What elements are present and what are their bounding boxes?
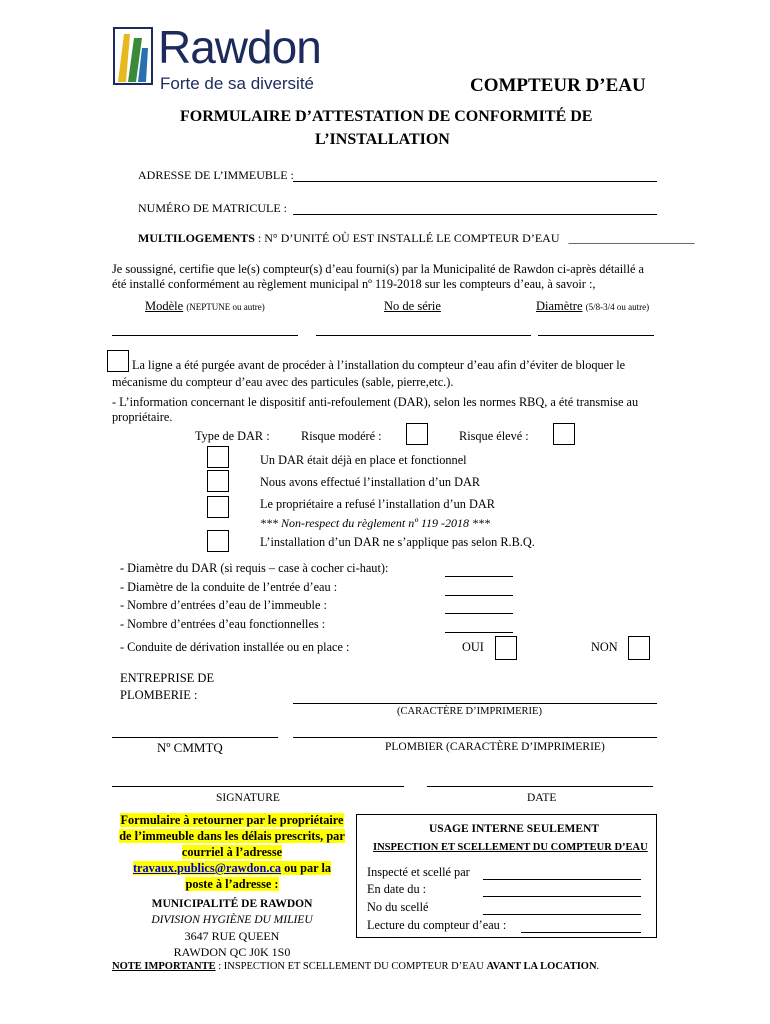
detail-5: - Conduite de dérivation installée ou en place : (120, 640, 350, 654)
internal-subtitle: INSPECTION ET SCELLEMENT DU COMPTEUR D’EAU (373, 842, 648, 853)
detail-3: - Nombre d’entrées d’eau de l’immeuble : (120, 598, 327, 612)
detail-2: - Diamètre de la conduite de l’entrée d’eau : (120, 580, 338, 594)
purge-line-2: mécanisme du compteur d’eau avec des particules (sable, pierre,etc.). (112, 375, 454, 389)
multilogements-row (138, 231, 695, 246)
municipality-street: 3647 RUE QUEEN (184, 929, 280, 943)
risk-moderate-label: Risque modéré : (301, 429, 382, 443)
risk-moderate-checkbox[interactable] (406, 423, 428, 445)
risk-high-checkbox[interactable] (553, 423, 575, 445)
matricule-field[interactable] (293, 214, 657, 215)
return-note-line-4: ou par la (281, 861, 332, 875)
dar-info-line-2: propriétaire. (112, 410, 173, 424)
serie-field[interactable] (316, 335, 531, 336)
municipality-address (112, 896, 352, 960)
diametre-field[interactable] (538, 335, 654, 336)
footer-label: NOTE IMPORTANTE (112, 961, 216, 972)
rawdon-emblem-icon (112, 26, 154, 86)
cmmtq-label: Nº CMMTQ (157, 740, 223, 755)
serie-header: No de série (384, 299, 441, 313)
form-subtitle-1: FORMULAIRE D’ATTESTATION DE CONFORMITÉ DE (180, 108, 593, 125)
date-inspection-field[interactable] (483, 896, 641, 897)
footer-end: . (596, 961, 600, 972)
dar-option-3-note: *** Non-respect du règlement nº 119 -2018 *** (260, 516, 491, 530)
logo-tagline: Forte de sa diversité (160, 74, 315, 93)
scelle-label: No du scellé (367, 900, 429, 914)
oui-checkbox[interactable] (495, 636, 517, 660)
email-link[interactable]: travaux.publics@rawdon.ca (132, 861, 282, 875)
lecture-label: Lecture du compteur d’eau : (367, 918, 507, 932)
dar-option-2: Nous avons effectué l’installation d’un DAR (260, 475, 481, 489)
dar-option-3-checkbox[interactable] (207, 496, 229, 518)
dar-option-2-checkbox[interactable] (207, 470, 229, 492)
municipality-city: RAWDON QC J0K 1S0 (173, 945, 291, 959)
detail-1: - Diamètre du DAR (si requis – case à cocher ci-haut): (120, 561, 389, 575)
multilogements-blank[interactable]: _____________________ (568, 231, 695, 245)
footer-bold: AVANT LA LOCATION (486, 961, 597, 972)
dar-option-4: L’installation d’un DAR ne s’applique pas selon R.B.Q. (260, 535, 535, 549)
purge-checkbox[interactable] (107, 350, 129, 372)
date-field[interactable] (427, 786, 653, 787)
scelle-field[interactable] (483, 914, 641, 915)
caractere-caption: (CARACTÈRE D’IMPRIMERIE) (397, 706, 542, 717)
modele-note: (NEPTUNE ou autre) (186, 302, 265, 312)
return-note-line-1: Formulaire à retourner par le propriétaire (120, 813, 344, 827)
footer-note (112, 961, 599, 972)
matricule-label: NUMÉRO DE MATRICULE : (138, 201, 287, 215)
footer-text: : INSPECTION ET SCELLEMENT DU COMPTEUR D’EAU (215, 961, 487, 972)
municipality-division: DIVISION HYGIÈNE DU MILIEU (151, 914, 313, 926)
return-note-line-5: poste à l’adresse : (185, 877, 279, 891)
diametre-label: Diamètre (536, 299, 583, 313)
dar-info-line-1: - L’information concernant le dispositif anti-refoulement (DAR), selon les normes RBQ, a été transmise au (112, 395, 639, 409)
signature-field[interactable] (112, 786, 404, 787)
return-note-line-3: courriel à l’adresse (181, 845, 283, 859)
logo (112, 21, 332, 96)
date-caption: DATE (527, 792, 557, 804)
multilogements-text: : N° D’UNITÉ OÙ EST INSTALLÉ LE COMPTEUR D’EAU (257, 231, 560, 245)
page-title: COMPTEUR D’EAU (470, 75, 646, 96)
dar-option-3: Le propriétaire a refusé l’installation d’un DAR (260, 497, 495, 511)
certify-line-2: été installé conformément au règlement municipal nº 119-2018 sur les compteurs d’eau, à savoir :, (112, 277, 596, 291)
municipality-name: MUNICIPALITÉ DE RAWDON (151, 898, 313, 910)
diametre-note: (5/8-3/4 ou autre) (585, 302, 650, 312)
entreprise-field[interactable] (293, 703, 657, 704)
detail-4: - Nombre d’entrées d’eau fonctionnelles : (120, 617, 326, 631)
plombier-caption: PLOMBIER (CARACTÈRE D’IMPRIMERIE) (385, 741, 605, 753)
multilogements-label: MULTILOGEMENTS (138, 231, 255, 245)
entreprise-label-1: ENTREPRISE DE (120, 671, 215, 685)
return-note-line-2: de l’immeuble dans les délais prescrits, par (119, 829, 345, 843)
internal-use-box (356, 814, 657, 938)
date-inspection-label: En date du : (367, 882, 427, 896)
detail-3-field[interactable] (445, 613, 513, 614)
dar-option-1: Un DAR était déjà en place et fonctionnel (260, 453, 467, 467)
plombier-field[interactable] (293, 737, 657, 738)
modele-field[interactable] (112, 335, 298, 336)
cmmtq-field[interactable] (112, 737, 278, 738)
detail-1-field[interactable] (445, 576, 513, 577)
logo-name: Rawdon (158, 21, 321, 73)
dar-type-label: Type de DAR : (195, 429, 270, 443)
signature-caption: SIGNATURE (216, 792, 280, 804)
inspecte-label: Inspecté et scellé par (367, 865, 470, 879)
return-note (112, 812, 352, 892)
address-label: ADRESSE DE L’IMMEUBLE : (138, 168, 294, 182)
modele-label: Modèle (145, 299, 184, 313)
dar-option-4-checkbox[interactable] (207, 530, 229, 552)
modele-header (145, 299, 265, 314)
internal-title: USAGE INTERNE SEULEMENT (429, 823, 599, 835)
non-checkbox[interactable] (628, 636, 650, 660)
diametre-header (536, 299, 649, 314)
risk-high-label: Risque élevé : (459, 429, 529, 443)
detail-2-field[interactable] (445, 595, 513, 596)
lecture-field[interactable] (521, 932, 641, 933)
inspecte-field[interactable] (483, 879, 641, 880)
address-field[interactable] (293, 181, 657, 182)
oui-label: OUI (462, 640, 484, 654)
purge-line-1: La ligne a été purgée avant de procéder à l’installation du compteur d’eau afin d’éviter de bloquer le (132, 358, 626, 372)
non-label: NON (591, 640, 618, 654)
certify-line-1: Je soussigné, certifie que le(s) compteur(s) d’eau fourni(s) par la Municipalité de Rawdon ci-après détaillé a (112, 262, 644, 276)
form-subtitle-2: L’INSTALLATION (315, 131, 450, 148)
dar-option-1-checkbox[interactable] (207, 446, 229, 468)
detail-4-field[interactable] (445, 632, 513, 633)
entreprise-label-2: PLOMBERIE : (120, 688, 198, 702)
